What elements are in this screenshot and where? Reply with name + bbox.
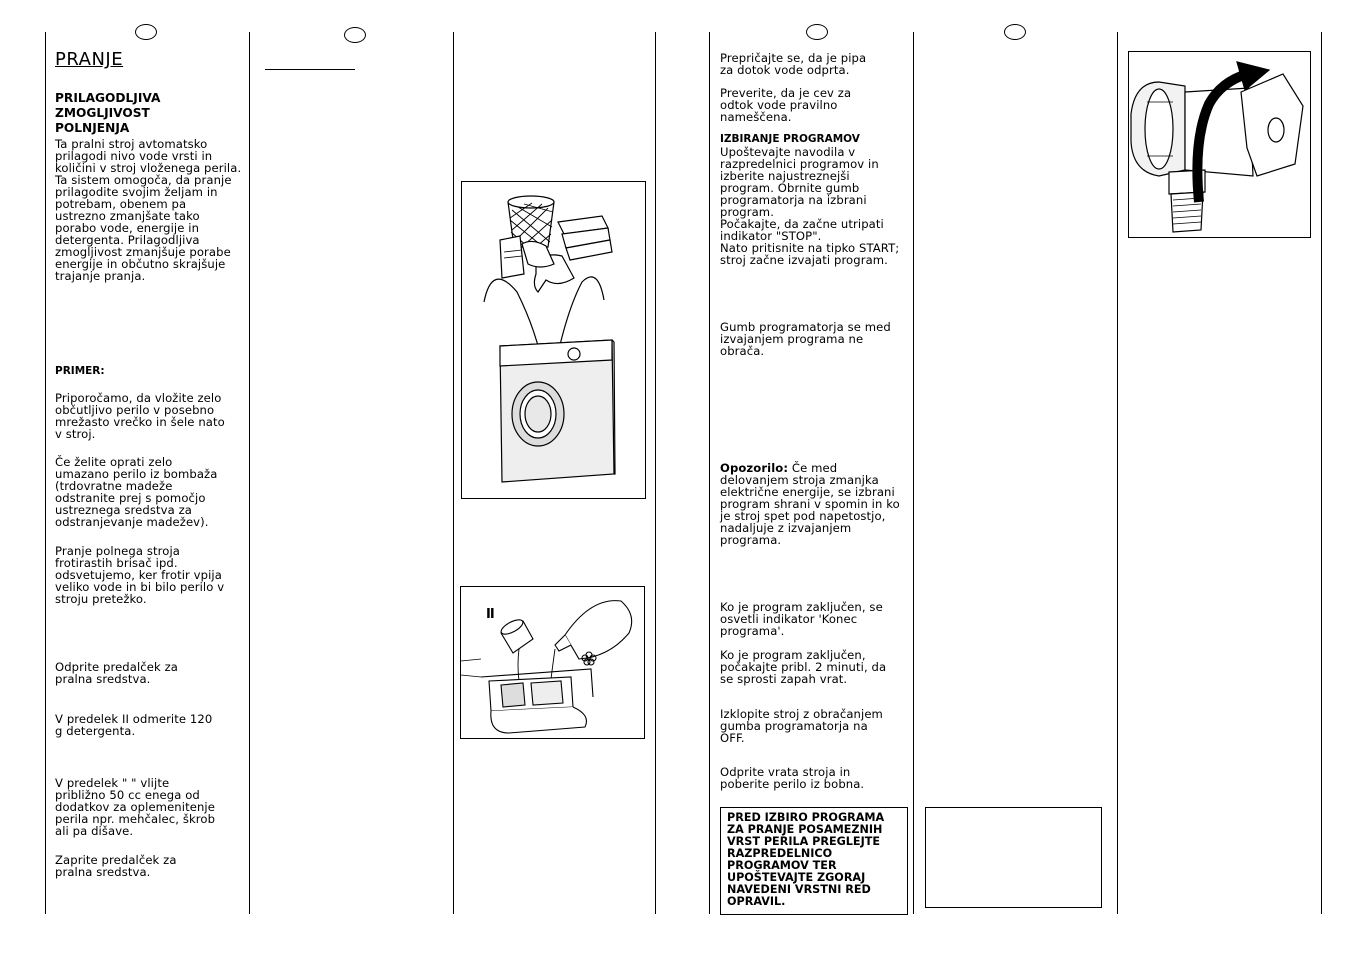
column-rule — [453, 32, 454, 914]
language-oval — [1004, 24, 1026, 40]
step-text: V predelek " " vlijte približno 50 cc enega od dodatkov za oplemenitenje perila npr. mehčalec, škrob ali pa dišave. — [55, 776, 216, 838]
laundry-machine-illustration — [462, 182, 645, 498]
warning-label: Opozorilo: — [720, 461, 789, 475]
end-text: Ko je program zaključen, se osvetli indikator 'Konec programa'. — [720, 600, 883, 638]
end-text: Odprite vrata stroja in poberite perilo iz bobna. — [720, 765, 865, 791]
end-text: Ko je program zaključen, počakajte pribl. 2 minuti, da se sprosti zapah vrat. — [720, 648, 887, 686]
notice-box — [720, 807, 908, 915]
primer-label: PRIMER: — [55, 365, 105, 377]
column-rule — [655, 32, 656, 914]
end-text: Izklopite stroj z obračanjem gumba programatorja na OFF. — [720, 707, 883, 745]
check-hose-text: Preverite, da je cev za odtok vode pravilno nameščena. — [720, 86, 852, 124]
example-paragraph: Če želite oprati zelo umazano perilo iz bombaža (trdovratne madeže odstranite prej s pomočjo ustreznega sredstva za odstranjevanje madežev). — [55, 455, 218, 529]
notice-text: PRED IZBIRO PROGRAMA ZA PRANJE POSAMEZNIH VRST PERILA PREGLEJTE RAZPREDELNICO PROGRAMOV TER UPOŠTEVAJTE ZGORAJ NAVEDENI VRSTNI RED OPRAVIL. — [727, 811, 885, 908]
column-rule — [913, 32, 914, 914]
warning-text: Opozorilo: Če med delovanjem stroja zmanjka električne energije, se izbrani program shrani v spomin in ko je stroj spet pod napetostjo, nadaljuje z izvajanjem programa. — [720, 461, 900, 547]
detergent-drawer-figure — [460, 586, 645, 739]
language-oval — [806, 24, 828, 40]
laundry-figure — [461, 181, 646, 499]
compartment-label: II — [486, 607, 494, 622]
intro-text: Ta pralni stroj avtomatsko prilagodi nivo vode vrsti in količini v stroj vloženega perila. Ta sistem omogoča, da pranje prilagodite svojim željam in potrebam, obenem pa ustrezno zmanjšate tako porabo vode, energije in detergenta. Prilagodljiva zmogljivost zmanjšuje porabe energije in občutno skrajšuje trajanje pranja. — [55, 137, 242, 283]
header-rule — [265, 69, 355, 70]
page-title: PRANJE — [55, 49, 124, 70]
example-paragraph: Pranje polnega stroja frotirastih brisač ipd. odsvetujemo, ker frotir vpija veliko vode in bi bilo perilo v stroju pretežko. — [55, 544, 225, 606]
tap-illustration — [1129, 52, 1310, 237]
step-text: Odprite predalček za pralna sredstva. — [55, 660, 178, 686]
check-tap-text: Prepričajte se, da je pipa za dotok vode odprta. — [720, 51, 867, 77]
section-heading: PRILAGODLJIVA ZMOGLJIVOST POLNJENJA — [55, 91, 161, 135]
water-tap-figure — [1128, 51, 1311, 238]
column-rule — [1117, 32, 1118, 914]
column-rule — [709, 32, 710, 914]
step-text: Zaprite predalček za pralna sredstva. — [55, 853, 177, 879]
column-rule — [45, 32, 46, 914]
empty-box — [925, 807, 1102, 908]
example-paragraph: Priporočamo, da vložite zelo občutljivo perilo v posebno mrežasto vrečko in šele nato v stroj. — [55, 391, 225, 441]
language-oval — [344, 27, 366, 43]
column-rule — [249, 32, 250, 914]
programs-text: Upoštevajte navodila v razpredelnici programov in izberite najustreznejši program. Obrnite gumb programatorja na izbrani program. Počakajte, da začne utripati indikator "STOP". Nato pritisnite na tipko START; stroj začne izvajati program. — [720, 145, 900, 267]
programs-heading: IZBIRANJE PROGRAMOV — [720, 133, 860, 145]
knob-text: Gumb programatorja se med izvajanjem programa ne obrača. — [720, 320, 891, 358]
step-text: V predelek II odmerite 120 g detergenta. — [55, 712, 213, 738]
language-oval — [135, 24, 157, 40]
column-rule — [1321, 32, 1322, 914]
